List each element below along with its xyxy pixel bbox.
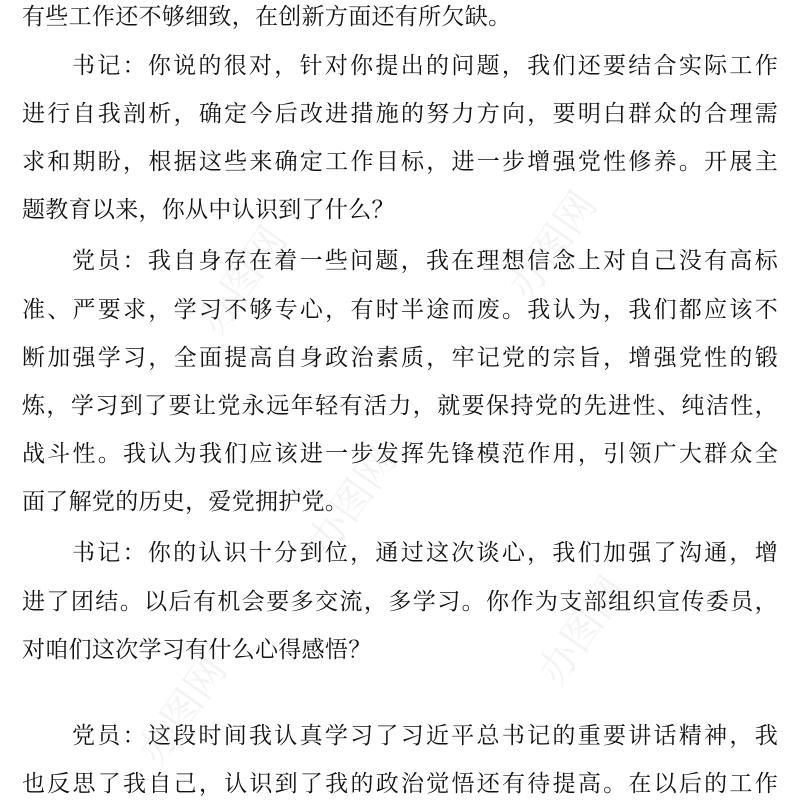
- watermark: 办图网: [189, 218, 297, 343]
- watermark: 办图网: [499, 183, 607, 308]
- watermark: 办图网: [299, 438, 407, 563]
- text-line: 炼，学习到了要让党永远年轻有活力，就要保持党的先进性、纯洁性，: [22, 393, 778, 419]
- text-line: 党员：我自身存在着一些问题，我在理想信念上对自己没有高标: [72, 248, 778, 274]
- text-line: 题教育以来，你从中认识到了什么？: [22, 197, 395, 223]
- text-line: 面了解党的历史，爱党拥护党。: [22, 489, 349, 515]
- text-line: 断加强学习，全面提高自身政治素质，牢记党的宗旨，增强党性的锻: [22, 345, 778, 371]
- text-line: 战斗性。我认为我们应该进一步发挥先锋模范作用，引领广大群众全: [22, 441, 778, 467]
- text-line: 进了团结。以后有机会要多交流，多学习。你作为支部组织宣传委员，: [22, 589, 778, 615]
- text-line: 有些工作还不够细致，在创新方面还有所欠缺。: [22, 4, 512, 30]
- text-line: 也反思了我自己，认识到了我的政治觉悟还有待提高。在以后的工作: [22, 771, 778, 797]
- text-line: 书记：你说的很对，针对你提出的问题，我们还要结合实际工作: [72, 53, 778, 79]
- text-line: 党员：这段时间我认真学习了习近平总书记的重要讲话精神，我: [72, 723, 778, 749]
- watermark: 办图网: [529, 568, 637, 693]
- text-line: 进行自我剖析，确定今后改进措施的努力方向，要明白群众的合理需: [22, 101, 778, 127]
- text-line: 书记：你的认识十分到位，通过这次谈心，我们加强了沟通，增: [72, 540, 778, 566]
- watermark: 办图网: [129, 648, 237, 773]
- text-line: 准、严要求，学习不够专心，有时半途而废。我认为，我们都应该不: [22, 297, 778, 323]
- text-line: 对咱们这次学习有什么心得感悟？: [22, 637, 372, 663]
- text-line: 求和期盼，根据这些来确定工作目标，进一步增强党性修养。开展主: [22, 149, 778, 175]
